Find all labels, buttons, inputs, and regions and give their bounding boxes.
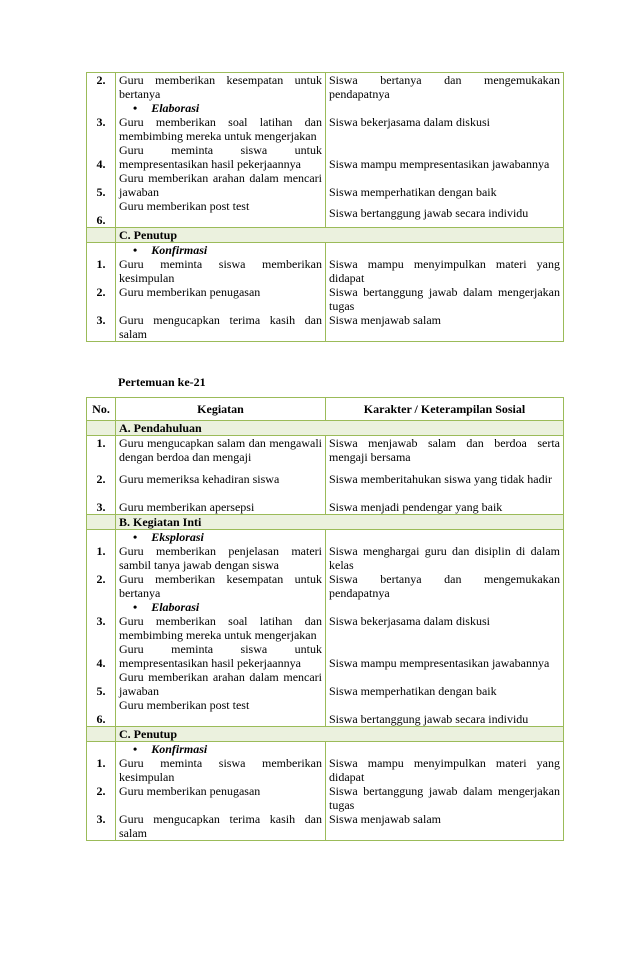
section-row [87,727,564,742]
karakter-text: Siswa menghargai guru dan disiplin di dalam kelas [329,544,560,572]
kegiatan-text: Guru memberikan post test [119,698,250,712]
kegiatan-text: Guru meminta siswa memberikan kesimpulan [119,756,322,784]
elaborasi-bullet: • Elaborasi [119,101,322,115]
kegiatan-text: Guru memberikan soal latihan dan membimbing mereka untuk mengerjakan [119,115,322,143]
meeting-table [86,397,564,841]
karakter-text: Siswa bertanggung jawab dalam mengerjakan tugas [329,285,560,313]
kegiatan-text: Guru memberikan penugasan [119,784,261,798]
kegiatan-cell [116,436,326,515]
section-label: A. Pendahuluan [116,421,564,436]
kegiatan-cell [116,73,326,228]
kegiatan-text: Guru memberikan penugasan [119,285,261,299]
kegiatan-text: Guru mengucapkan terima kasih dan salam [119,313,322,341]
header-row [87,398,564,421]
karakter-text: Siswa bertanggung jawab secara individu [329,712,529,726]
section-label: C. Penutup [116,727,564,742]
kegiatan-text: Guru memberikan soal latihan dan membimbing mereka untuk mengerjakan [119,614,322,642]
table-row: 1. 2. 3. • Konfirmasi Guru meminta siswa memberikan kesimpulan Guru memberikan penugasan Guru mengucapkan terima kasih dan salam Siswa mampu menyimpulkan materi yang didapat Siswa bertanggung jawab dalam mengerjakan tugas Siswa menjawab salam [87,243,564,342]
kegiatan-text: Guru mengucapkan terima kasih dan salam [119,812,322,840]
kegiatan-text: Guru memberikan arahan dalam mencari jawaban [119,171,322,199]
section-label: B. Kegiatan Inti [116,515,564,530]
header-karakter: Karakter / Keterampilan Sosial [326,398,564,421]
elaborasi-bullet: • Elaborasi [119,600,322,614]
kegiatan-text: Guru meminta siswa untuk mempresentasikan hasil pekerjaannya [119,642,322,670]
kegiatan-text: Guru memberikan post test [119,199,250,213]
meeting-title: Pertemuan ke-21 [118,375,206,389]
karakter-text: Siswa bekerjasama dalam diskusi [329,614,490,628]
karakter-text: Siswa memperhatikan dengan baik [329,684,497,698]
karakter-text: Siswa menjadi pendengar yang baik [329,500,503,514]
karakter-text: Siswa menjawab salam dan berdoa serta mengaji bersama [329,436,560,464]
karakter-cell [326,73,564,228]
section-row [87,421,564,436]
kegiatan-text: Guru memberikan kesempatan untuk bertanya [119,73,322,101]
section-label: C. Penutup [116,228,564,243]
row-numbers: 2. 3. 4. 5. 6. [87,73,116,228]
karakter-cell [326,530,564,727]
section-row [87,515,564,530]
kegiatan-cell [116,742,326,841]
karakter-text: Siswa bertanya dan mengemukakan pendapatnya [329,572,560,600]
kegiatan-text: Guru mengucapkan salam dan mengawali dengan berdoa dan mengaji [119,436,322,464]
karakter-text: Siswa mampu menyimpulkan materi yang didapat [329,257,560,285]
konfirmasi-bullet: • Konfirmasi [119,243,322,257]
karakter-text: Siswa mampu menyimpulkan materi yang didapat [329,756,560,784]
table-row: 1. 2. 3. Guru mengucapkan salam dan mengawali dengan berdoa dan mengaji Guru memeriksa kehadiran siswa Guru memberikan apersepsi Siswa menjawab salam dan berdoa serta mengaji bersama Siswa memberitahukan siswa yang tidak hadir Siswa menjadi pendengar yang baik [87,436,564,515]
karakter-text: Siswa memberitahukan siswa yang tidak hadir [329,472,552,486]
karakter-text: Siswa bertanggung jawab dalam mengerjakan tugas [329,784,560,812]
karakter-cell [326,243,564,342]
table-row: 1. 2. 3. 4. 5. 6. • Eksplorasi Guru memberikan penjelasan materi sambil tanya jawab dengan siswa Guru memberikan kesempatan untuk bertanya • Elaborasi Guru memberikan soal latihan dan membimbing mereka untuk mengerjakan Guru meminta siswa untuk mempresentasikan hasil pekerjaannya Guru memberikan arahan dalam mencari jawaban Guru memberikan post test Siswa menghargai guru dan disiplin di dalam kelas Siswa bertanya dan mengemukakan pendapatnya Siswa bekerjasama dalam diskusi Siswa mampu mempresentasikan jawabannya Siswa memperhatikan dengan baik Siswa bertanggung jawab secara individu [87,530,564,727]
header-kegiatan: Kegiatan [116,398,326,421]
karakter-text: Siswa bertanggung jawab secara individu [329,206,529,220]
kegiatan-text: Guru meminta siswa untuk mempresentasikan hasil pekerjaannya [119,143,322,171]
karakter-text: Siswa menjawab salam [329,812,441,826]
kegiatan-text: Guru meminta siswa memberikan kesimpulan [119,257,322,285]
karakter-text: Siswa mampu mempresentasikan jawabannya [329,157,550,171]
kegiatan-text: Guru memberikan arahan dalam mencari jawaban [119,670,322,698]
kegiatan-text: Guru memberikan kesempatan untuk bertanya [119,572,322,600]
kegiatan-cell [116,243,326,342]
table-row [87,73,564,228]
header-no: No. [87,398,116,421]
karakter-cell [326,436,564,515]
karakter-text: Siswa bekerjasama dalam diskusi [329,115,490,129]
kegiatan-text: Guru memeriksa kehadiran siswa [119,472,280,486]
kegiatan-cell [116,530,326,727]
karakter-cell [326,742,564,841]
karakter-text: Siswa menjawab salam [329,313,441,327]
eksplorasi-bullet: • Eksplorasi [119,530,322,544]
karakter-text: Siswa memperhatikan dengan baik [329,185,497,199]
karakter-text: Siswa bertanya dan mengemukakan pendapatnya [329,73,560,101]
kegiatan-text: Guru memberikan penjelasan materi sambil tanya jawab dengan siswa [119,544,322,572]
kegiatan-text: Guru memberikan apersepsi [119,500,255,514]
table-row: 1. 2. 3. • Konfirmasi Guru meminta siswa memberikan kesimpulan Guru memberikan penugasan Guru mengucapkan terima kasih dan salam Siswa mampu menyimpulkan materi yang didapat Siswa bertanggung jawab dalam mengerjakan tugas Siswa menjawab salam [87,742,564,841]
konfirmasi-bullet: • Konfirmasi [119,742,322,756]
continuation-table [86,72,564,342]
section-row [87,228,564,243]
karakter-text: Siswa mampu mempresentasikan jawabannya [329,656,550,670]
